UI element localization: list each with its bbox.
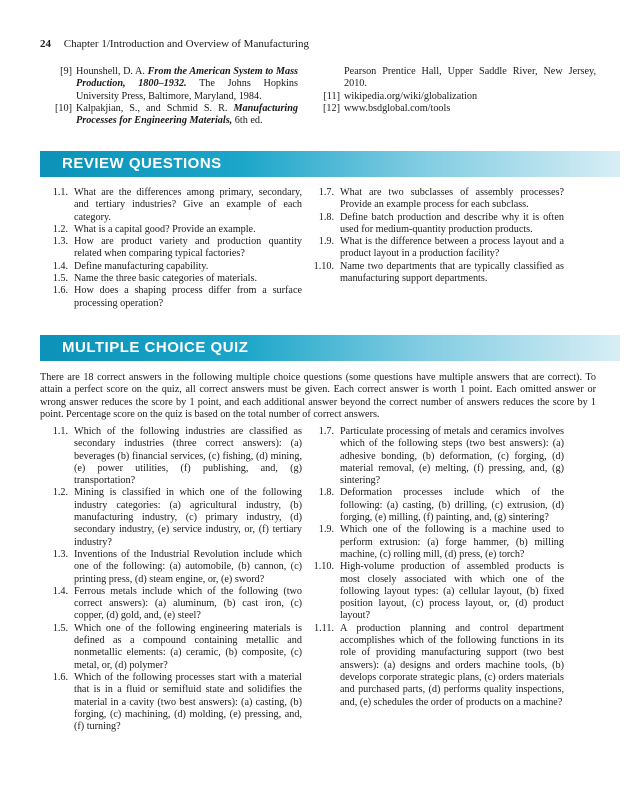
question-item: 1.8. Define batch production and describe why it is often used for medium-quantity production products.: [318, 211, 564, 235]
section-title: MULTIPLE CHOICE QUIZ: [62, 339, 249, 356]
question-item: 1.2. What is a capital good? Provide an example.: [52, 223, 256, 235]
quiz-intro: There are 18 correct answers in the following multiple choice questions (some questions have multiple answers that are correct). To attain a perfect score on the quiz, all correct answers must be given. Each correct answer is worth 1 point. Each omitted answer or wrong answer reduces the score by 1 point, and each additional answer beyond the correct number of answers reduces the score by 1 point. Percentage score on the quiz is based on the total number of correct answers.: [40, 372, 596, 420]
question-item: 1.10. High-volume production of assembled products is most closely associated with which one of the following layout types: (a) cellular layout, (b) fixed position layout, (c) process layout, or, (d) product layout?: [313, 561, 564, 622]
question-item: 1.6. How does a shaping process differ from a surface processing operation?: [52, 285, 302, 309]
page-header: [40, 38, 309, 50]
question-item: 1.1. What are the differences among primary, secondary, and tertiary industries? Give an example of each category.: [52, 187, 302, 223]
question-item: 1.8. Deformation processes include which of the following: (a) casting, (b) drilling, (c) extrusion, (d) forging, (e) milling, (f) painting, and, (g) sintering?: [318, 487, 564, 524]
reference-item: [11] wikipedia.org/wiki/globalization: [323, 90, 478, 102]
question-item: 1.3. Inventions of the Industrial Revolution include which one of the following: (a) automobile, (b) cannon, (c) printing press, (d) steam engine, or, (e) sword?: [52, 548, 302, 585]
references-left-column: [40, 66, 298, 127]
references-right-column: [308, 66, 596, 115]
question-item: 1.7. What are two subclasses of assembly processes? Provide an example process for each subclass.: [318, 187, 564, 211]
question-item: 1.1. Which of the following industries are classified as secondary industries (three correct answers): (a) beverages (b) financial services, (c) fishing, (d) mining, (e) power utilities, (f) publishing, and, (g) transportation?: [52, 426, 302, 487]
question-item: 1.11. A production planning and control department accomplishes which of the following functions in its role of providing manufacturing support (two best answers): (a) designs and orders machine tools, (b) develops corporate strategic plans, (c) orders materials and purchased parts, (d) performs quality inspections, and, (e) schedules the order of products on a machine?: [314, 622, 564, 708]
section-title: REVIEW QUESTIONS: [62, 155, 222, 172]
question-item: 1.6. Which of the following processes start with a material that is in a fluid or semifluid state and solidifies the material in a cavity (two best answers): (a) casting, (b) forging, (c) machining, (d) molding, (e) pressing, and, (f) turning?: [52, 671, 302, 733]
review-questions-banner: [40, 151, 620, 177]
chapter-title: Chapter 1/Introduction and Overview of Manufacturing: [63, 38, 310, 50]
question-item: 1.5. Which one of the following engineering materials is defined as a compound containing metallic and nonmetallic elements: (a) ceramic, (b) composite, (c) metal, or, (d) polymer?: [52, 622, 302, 671]
question-item: 1.7. Particulate processing of metals and ceramics involves which of the following steps (two best answers): (a) adhesive bonding, (b) deformation, (c) forging, (d) material removal, (e) melting, (f) pressing, and, (g) sintering?: [318, 426, 564, 487]
question-item: 1.9. Which one of the following is a machine used to perform extrusion: (a) forge hammer, (b) milling machine, (c) rolling mill, (d) press, (e) torch?: [318, 524, 564, 560]
page-number: 24: [40, 38, 51, 50]
quiz-right-column: [306, 426, 564, 709]
question-item: 1.4. Ferrous metals include which of the following (two correct answers): (a) aluminum, (b) cast iron, (c) copper, (d) gold, and, (e) steel?: [52, 585, 302, 622]
question-item: 1.5. Name the three basic categories of materials.: [52, 273, 258, 285]
question-item: 1.4. Define manufacturing capability.: [52, 260, 209, 272]
quiz-left-column: [40, 426, 302, 733]
question-item: 1.3. How are product variety and production quantity related when comparing typical factories?: [52, 236, 302, 260]
question-item: 1.10. Name two departments that are typically classified as manufacturing support departments.: [313, 260, 564, 285]
reference-item: [12] www.bsdglobal.com/tools: [323, 102, 451, 114]
review-left-column: [40, 187, 302, 310]
reference-item: [9] Hounshell, D. A. From the American System to Mass Production, 1800–1932. The Johns Hopkins University Press, Baltimore, Maryland, 1984.: [60, 66, 298, 102]
review-right-column: [306, 187, 564, 285]
question-item: 1.9. What is the difference between a process layout and a product layout in a production facility?: [318, 236, 564, 260]
multiple-choice-quiz-banner: [40, 335, 620, 361]
reference-item: [10] Kalpakjian, S., and Schmid S. R. Manufacturing Processes for Engineering Materials, 6th ed.: [55, 102, 298, 127]
question-item: 1.2. Mining is classified in which one of the following industry categories: (a) agricultural industry, (b) manufacturing industry, (c) primary industry, (d) secondary industry, (e) service industry, or, (f) tertiary industry?: [52, 487, 302, 548]
reference-item: Pearson Prentice Hall, Upper Saddle River, New Jersey, 2010.: [344, 66, 596, 90]
